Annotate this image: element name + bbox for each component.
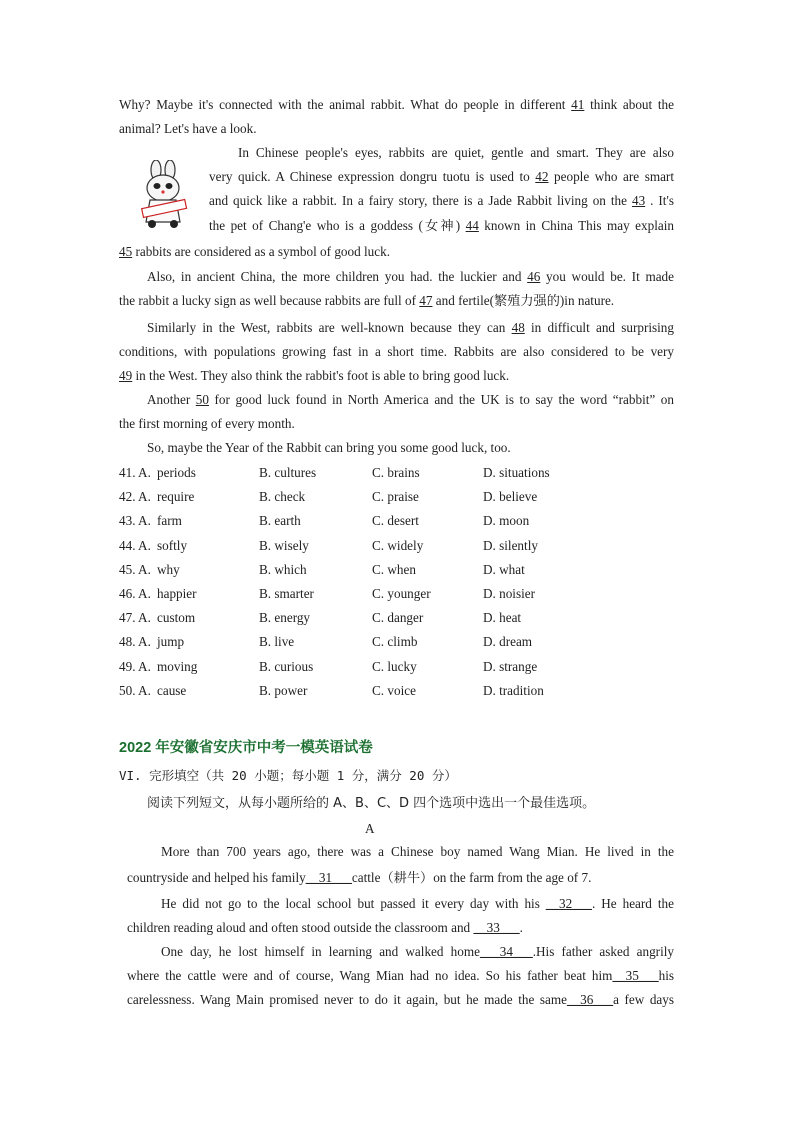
- option-b[interactable]: B. wisely: [259, 537, 309, 553]
- option-c[interactable]: C. when: [372, 561, 416, 577]
- passage-line: So, maybe the Year of the Rabbit can bring you some good luck, too.: [147, 440, 511, 455]
- exam-passage-line: where the cattle were and of course, Wang Mian had no idea. So his father beat him__35___his: [127, 968, 674, 983]
- option-d[interactable]: D. situations: [483, 465, 550, 480]
- exam-passage-line: More than 700 years ago, there was a Chinese boy named Wang Mian. He lived in the: [161, 844, 674, 859]
- option-number[interactable]: 48. A.: [119, 634, 151, 650]
- option-b[interactable]: B. energy: [259, 610, 311, 626]
- option-c[interactable]: C. widely: [372, 537, 424, 553]
- option-d[interactable]: D. silently: [483, 537, 538, 553]
- option-c[interactable]: C. climb: [372, 634, 418, 650]
- exam-passage-line: children reading aloud and often stood outside the classroom and __33___.: [127, 920, 523, 935]
- option-b[interactable]: B. which: [259, 561, 307, 577]
- option-a[interactable]: jump: [157, 634, 185, 650]
- exam-title: 2022 年安徽省安庆市中考一模英语试卷: [119, 740, 373, 756]
- blank-number: 48: [511, 320, 525, 335]
- blank-number: 41: [571, 97, 585, 112]
- option-number[interactable]: 42. A.: [119, 489, 151, 505]
- passage-line: conditions, with populations growing fast in a short time. Rabbits are also considered to be very: [119, 344, 674, 359]
- option-d[interactable]: D. tradition: [483, 682, 544, 698]
- part-label: A: [365, 821, 375, 836]
- passage-line: 49 in the West. They also think the rabbit's foot is able to bring good luck.: [119, 368, 510, 383]
- option-a[interactable]: cause: [157, 682, 187, 698]
- option-a[interactable]: softly: [157, 537, 188, 553]
- passage-line: 45 rabbits are considered as a symbol of good luck.: [119, 244, 391, 259]
- passage-line: In Chinese people's eyes, rabbits are quiet, gentle and smart. They are also: [238, 145, 674, 160]
- instruction-text: 阅读下列短文，从每小题所给的 A、B、C、D 四个选项中选出一个最佳选项。: [147, 796, 596, 811]
- option-d[interactable]: D. strange: [483, 658, 538, 674]
- blank-number: 43: [631, 193, 646, 208]
- option-a[interactable]: custom: [157, 610, 196, 626]
- exam-passage-line: carelessness. Wang Main promised never to do it again, but he made the same__36___a few days: [127, 992, 674, 1007]
- blank-number: 45: [119, 244, 133, 259]
- option-b[interactable]: B. cultures: [259, 465, 317, 480]
- blank-number: __32___: [545, 896, 592, 911]
- option-c[interactable]: C. voice: [372, 682, 416, 698]
- exam-passage-line: countryside and helped his family__31___cattle（耕牛）on the farm from the age of 7.: [127, 870, 592, 885]
- blank-number: 49: [119, 368, 133, 383]
- option-a[interactable]: happier: [157, 586, 197, 601]
- option-a[interactable]: why: [157, 561, 180, 577]
- option-number[interactable]: 50. A.: [119, 682, 151, 698]
- passage-line: Also, in ancient China, the more children you had. the luckier and 46 you would be. It made: [147, 269, 674, 284]
- option-a[interactable]: farm: [157, 513, 182, 529]
- passage-line: Another 50 for good luck found in North America and the UK is to say the word “rabbit” on: [147, 392, 674, 407]
- option-a[interactable]: periods: [157, 465, 196, 480]
- option-number[interactable]: 49. A.: [119, 658, 151, 674]
- passage-line: animal? Let's have a look.: [119, 121, 257, 136]
- exam-passage-line: One day, he lost himself in learning and walked home___34___.His father asked angrily: [161, 944, 674, 959]
- option-b[interactable]: B. earth: [259, 513, 301, 529]
- option-d[interactable]: D. what: [483, 561, 525, 577]
- option-a[interactable]: require: [157, 489, 195, 505]
- option-b[interactable]: B. power: [259, 682, 308, 698]
- blank-number: ___34___: [479, 944, 533, 959]
- rabbit-cartoon-icon: [130, 160, 198, 230]
- option-c[interactable]: C. brains: [372, 465, 420, 480]
- blank-number: __35___: [612, 968, 659, 983]
- passage-line: very quick. A Chinese expression dongru tuotu is used to 42 people who are smart: [209, 169, 674, 184]
- option-d[interactable]: D. dream: [483, 634, 533, 650]
- blank-number: 42: [535, 169, 549, 184]
- option-c[interactable]: C. danger: [372, 610, 424, 626]
- passage-line: the first morning of every month.: [119, 416, 295, 431]
- option-b[interactable]: B. curious: [259, 658, 314, 674]
- blank-number: 44: [465, 218, 479, 233]
- option-number[interactable]: 45. A.: [119, 561, 151, 577]
- option-b[interactable]: B. live: [259, 634, 295, 650]
- option-c[interactable]: C. praise: [372, 489, 419, 505]
- passage-line: the rabbit a lucky sign as well because rabbits are full of 47 and fertile(繁殖力强的)in nature.: [119, 293, 615, 308]
- passage-line: and quick like a rabbit. In a fairy story, there is a Jade Rabbit living on the 43 . It's: [209, 193, 674, 208]
- blank-number: __31___: [305, 870, 352, 885]
- option-number[interactable]: 41. A.: [119, 465, 151, 480]
- passage-line: the pet of Chang'e who is a goddess (女神) 44 known in China This may explain: [209, 218, 674, 233]
- option-c[interactable]: C. younger: [372, 586, 431, 601]
- exam-passage-line: He did not go to the local school but passed it every day with his __32___. He heard the: [161, 896, 674, 911]
- option-c[interactable]: C. desert: [372, 513, 419, 529]
- passage-line: Why? Maybe it's connected with the animal rabbit. What do people in different 41 think about the: [119, 97, 674, 112]
- blank-number: 47: [419, 293, 433, 308]
- option-number[interactable]: 43. A.: [119, 513, 151, 529]
- option-d[interactable]: D. heat: [483, 610, 522, 626]
- blank-number: __36___: [566, 992, 614, 1007]
- blank-number: __33___: [473, 920, 520, 935]
- option-b[interactable]: B. check: [259, 489, 306, 505]
- option-number[interactable]: 44. A.: [119, 537, 151, 553]
- blank-number: 50: [195, 392, 209, 407]
- section-heading: VI. 完形填空（共 20 小题；每小题 1 分，满分 20 分）: [119, 768, 457, 783]
- option-number[interactable]: 46. A.: [119, 586, 151, 601]
- option-d[interactable]: D. believe: [483, 489, 538, 505]
- blank-number: 46: [527, 269, 541, 284]
- option-d[interactable]: D. noisier: [483, 586, 536, 601]
- option-a[interactable]: moving: [157, 658, 198, 674]
- passage-line: Similarly in the West, rabbits are well-known because they can 48 in difficult and surprising: [147, 320, 674, 335]
- option-b[interactable]: B. smarter: [259, 586, 314, 601]
- option-d[interactable]: D. moon: [483, 513, 530, 529]
- option-number[interactable]: 47. A.: [119, 610, 151, 626]
- option-c[interactable]: C. lucky: [372, 658, 417, 674]
